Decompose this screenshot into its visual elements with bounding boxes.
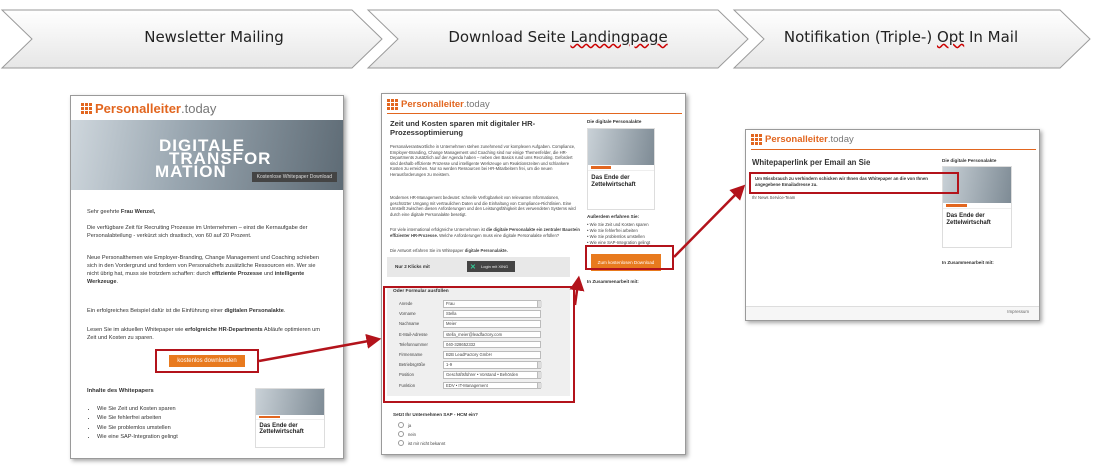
newsletter-paragraph-1: Die verfügbare Zeit für Recruiting Prozesse im Unternehmen – einst die Kernaufgabe der Personalabteilung - verkürzt sich drastisch, von 60 auf 20 Prozent. (87, 225, 308, 239)
arrow-newsletter-to-form (259, 340, 374, 361)
list-item: • Wie Sie fehlerfrei arbeiten (97, 414, 178, 423)
whitepaper-thumbnail: Das Ende der Zettelwirtschaft (255, 388, 325, 448)
form-input[interactable]: Meier (443, 320, 541, 328)
imprint-link[interactable]: Impressum (1007, 309, 1029, 314)
sidebar-title: Die digitale Personalakte (587, 119, 642, 124)
sap-option-yes[interactable]: ja (398, 422, 411, 428)
list-item: • Wie Sie fehlerfrei arbeiten (587, 228, 638, 233)
form-label: Nachname (399, 321, 420, 327)
form-input[interactable]: B2B LeadFactory GmbH (443, 351, 541, 359)
notification-signature: Ihr News Service-Team (752, 195, 796, 200)
whitepaper-thumbnail: Das Ende der Zettelwirtschaft (942, 166, 1012, 248)
form-label: Firmenname (399, 352, 423, 357)
step-label-notification: Notifikation (Triple-) Opt In Mail (783, 28, 1019, 46)
sap-option-unknown[interactable]: ist mir nicht bekannt (398, 440, 445, 446)
notification-title: Whitepaperlink per Email an Sie (752, 158, 871, 167)
sap-option-no[interactable]: nein (398, 431, 416, 437)
form-select[interactable]: 1-9 (443, 361, 541, 369)
notification-message: Um Missbrauch zu verhindern schicken wir Ihnen das Whitepaper an die von Ihnen angegebene Emailadresse zu. (755, 176, 928, 187)
newsletter-paragraph-2: Neue Personalthemen wie Employer-Branding, Change Management und Coaching schieben sich in den Vordergrund und fordern von Personalchefs zusätzliche Ressourcen ein. Wer sie nicht übrig hat, muss sie trotzdem schaffen: durch effiziente Prozesse und intelligente Werkzeuge. (87, 255, 319, 285)
cooperation-label: In Zusammenarbeit mit: (942, 260, 994, 265)
landing-paragraph-2: Modernes HR-Management bedeutet: schnelle Verfügbarkeit von relevanten Informationen, geschützter Umgang mit vertraulichen Daten und die Einhaltung von Compliance-Richtlinien. Eine Umstellt zwischen diesen Anforderungen und den Leistungsfähigkeit des verwendeten Systems wird durch eine digitale Personalakte besetigt. (390, 195, 576, 217)
brand-logo: Personalleiter .today (387, 99, 490, 110)
form-label: Betriebsgröße (399, 362, 426, 368)
sidebar-subtitle: Außerdem erfahren Sie: (587, 214, 640, 219)
list-item: • Wie eine SAP-Integration gelingt (587, 240, 651, 245)
form-select[interactable]: Frau (443, 300, 541, 308)
hero-line-1: DIGITALE (159, 136, 246, 155)
whitepaper-thumbnail: Das Ende der Zettelwirtschaft (587, 128, 655, 210)
form-label: Funktion (399, 382, 416, 388)
cooperation-label: In Zusammenarbeit mit: (587, 279, 639, 284)
form-label: Telefonnummer (399, 341, 428, 347)
download-button[interactable]: kostenlos downloaden (169, 355, 245, 367)
form-title: Oder Formular ausfüllen (393, 289, 449, 294)
hero-download-button[interactable]: Kostenlose Whitepaper Download (252, 172, 337, 182)
list-item: • Wie Sie Zeit und Kosten sparen (587, 222, 649, 227)
landing-title: Zeit und Kosten sparen mit digitaler HR-Prozessoptimierung (390, 119, 536, 137)
brand-logo: Personalleiter .today (81, 101, 216, 116)
arrow-form-to-cta (575, 283, 578, 305)
landing-paragraph-1: Personalverantwortliche in Unternehmen stehen zunehmend vor komplexen Aufgaben. Compliance, Employer-Branding, Change Management und Coaching sind nur einige Themenfelder, die HR-Departments zusätzlich auf der Agenda haben – neben den Basics rund ums Recruiting. Gefordert sind deshalb effiziente Prozesse und intelligente Werkzeuge um Reaktionszeiten und schlankere Kosten zu erreichen. Nur so werden Ressourcen bei HR-Mitarbeitern frei, um die neuen Herausforderungen zu meistern. (390, 144, 576, 177)
list-item: • Wie eine SAP-Integration gelingt (97, 433, 178, 442)
newsletter-paragraph-4: Lesen Sie im aktuellen Whitepaper wie erfolgreiche HR-Departments Abläufe optimieren um Zeit und Kosten zu sparen. (87, 327, 320, 341)
sap-question: Setzt Ihr Unternehmen SAP - HCM ein? (393, 412, 478, 417)
landing-paragraph-3: Für viele international erfolgreiche Unternehmen ist die digitale Personalakte ein zentraler Baustein effizienter HR-Prozesse. Welche Anforderungen muss eine digitale Personalakte erfüllen? (390, 227, 580, 238)
form-select[interactable]: EDV • IT-Management (443, 382, 541, 390)
newsletter-paragraph-3: Ein erfolgreiches Beispiel dafür ist die Einführung einer digitalen Personalakte. (87, 308, 286, 314)
list-item: • Wie Sie Zeit und Kosten sparen (97, 405, 178, 414)
two-click-label: Nur 2 Klicks mit (395, 264, 430, 269)
form-input[interactable]: 040-328652332 (443, 341, 541, 349)
sidebar-title: Die digitale Personalakte (942, 158, 997, 163)
greeting: Sehr geehrte Frau Wenzel, (87, 209, 156, 215)
step-label-landingpage: Download Seite Landingpage (448, 28, 668, 46)
list-item: • Wie Sie problemlos umstellen (587, 234, 645, 239)
contents-title: Inhalte des Whitepapers (87, 388, 154, 394)
form-label: E-Mail-Adresse (399, 331, 428, 337)
list-item: • Wie Sie problemlos umstellen (97, 424, 178, 433)
form-select[interactable]: Geschäftsführer • Vorstand • Behörden (443, 371, 541, 379)
arrow-cta-to-notification (674, 190, 740, 257)
form-label: Anrede (399, 301, 413, 306)
hero-line-3: MATION (155, 162, 227, 181)
xing-login-button[interactable]: ✕ Login mit XING (467, 261, 515, 272)
step-label-newsletter: Newsletter Mailing (144, 28, 284, 46)
cta-download-button[interactable]: Zum kostenlosen Download (591, 254, 661, 271)
xing-icon: ✕ (470, 264, 476, 271)
brand-logo: Personalleiter .today (751, 134, 854, 145)
form-input[interactable]: stella_meier@leadfactory.com (443, 331, 541, 339)
landing-paragraph-4: Die Antwort erfahren Sie im Whitepaper digitale Personalakte. (390, 248, 508, 253)
form-label: Position (399, 372, 414, 378)
form-input[interactable]: Stella (443, 310, 541, 318)
hero-line-2: TRANSFOR (169, 149, 272, 168)
form-label: Vorname (399, 311, 416, 317)
